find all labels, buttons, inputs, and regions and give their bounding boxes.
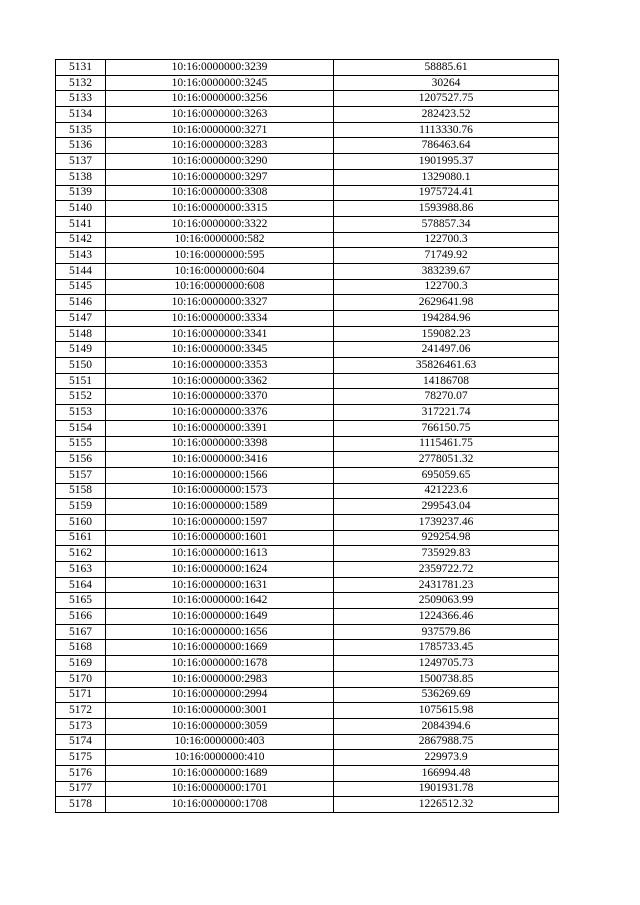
table-row [56,75,559,91]
value-cell: 695059.65 [334,467,559,483]
table-row [56,640,559,656]
value-cell: 421223.6 [334,483,559,499]
value-cell: 159082.23 [334,326,559,342]
row-number-cell: 5142 [56,232,106,248]
value-cell: 35826461.63 [334,358,559,374]
table-row [56,248,559,264]
row-number-cell: 5132 [56,75,106,91]
table-row [56,389,559,405]
table-row [56,750,559,766]
cadastral-number-cell: 10:16:0000000:1601 [106,530,334,546]
row-number-cell: 5158 [56,483,106,499]
table-row [56,358,559,374]
value-cell: 1329080.1 [334,169,559,185]
value-cell: 1975724.41 [334,185,559,201]
table-row [56,593,559,609]
table-row [56,169,559,185]
value-cell: 78270.07 [334,389,559,405]
row-number-cell: 5164 [56,577,106,593]
cadastral-number-cell: 10:16:0000000:3362 [106,373,334,389]
row-number-cell: 5156 [56,452,106,468]
value-cell: 2359722.72 [334,562,559,578]
table-row [56,703,559,719]
row-number-cell: 5149 [56,342,106,358]
cadastral-number-cell: 10:16:0000000:3297 [106,169,334,185]
table-row [56,60,559,76]
table-row [56,420,559,436]
cadastral-number-cell: 10:16:0000000:3283 [106,138,334,154]
table-row [56,797,559,813]
row-number-cell: 5153 [56,405,106,421]
table-row [56,514,559,530]
row-number-cell: 5168 [56,640,106,656]
value-cell: 71749.92 [334,248,559,264]
data-table [55,59,559,813]
row-number-cell: 5133 [56,91,106,107]
table-row [56,185,559,201]
row-number-cell: 5159 [56,499,106,515]
value-cell: 194284.96 [334,311,559,327]
cadastral-number-cell: 10:16:0000000:1597 [106,514,334,530]
value-cell: 1785733.45 [334,640,559,656]
table-row [56,91,559,107]
row-number-cell: 5141 [56,216,106,232]
cadastral-number-cell: 10:16:0000000:3271 [106,122,334,138]
cadastral-number-cell: 10:16:0000000:1678 [106,656,334,672]
table-row [56,452,559,468]
value-cell: 317221.74 [334,405,559,421]
row-number-cell: 5177 [56,781,106,797]
table-row [56,436,559,452]
row-number-cell: 5163 [56,562,106,578]
table-row [56,467,559,483]
table-row [56,765,559,781]
row-number-cell: 5150 [56,358,106,374]
cadastral-number-cell: 10:16:0000000:2994 [106,687,334,703]
row-number-cell: 5173 [56,718,106,734]
value-cell: 2629641.98 [334,295,559,311]
table-row [56,530,559,546]
cadastral-number-cell: 10:16:0000000:1589 [106,499,334,515]
row-number-cell: 5170 [56,671,106,687]
value-cell: 14186708 [334,373,559,389]
cadastral-number-cell: 10:16:0000000:3327 [106,295,334,311]
table-row [56,201,559,217]
cadastral-number-cell: 10:16:0000000:3001 [106,703,334,719]
table-row [56,499,559,515]
row-number-cell: 5167 [56,624,106,640]
row-number-cell: 5155 [56,436,106,452]
row-number-cell: 5165 [56,593,106,609]
value-cell: 766150.75 [334,420,559,436]
cadastral-number-cell: 10:16:0000000:3322 [106,216,334,232]
row-number-cell: 5161 [56,530,106,546]
value-cell: 536269.69 [334,687,559,703]
row-number-cell: 5139 [56,185,106,201]
row-number-cell: 5144 [56,263,106,279]
cadastral-number-cell: 10:16:0000000:1656 [106,624,334,640]
row-number-cell: 5143 [56,248,106,264]
value-cell: 578857.34 [334,216,559,232]
value-cell: 1249705.73 [334,656,559,672]
row-number-cell: 5169 [56,656,106,672]
table-row [56,122,559,138]
cadastral-number-cell: 10:16:0000000:1631 [106,577,334,593]
table-row [56,734,559,750]
value-cell: 122700.3 [334,279,559,295]
table-row [56,295,559,311]
value-cell: 229973.9 [334,750,559,766]
table-row [56,562,559,578]
cadastral-number-cell: 10:16:0000000:1613 [106,546,334,562]
row-number-cell: 5148 [56,326,106,342]
row-number-cell: 5134 [56,107,106,123]
value-cell: 1226512.32 [334,797,559,813]
cadastral-number-cell: 10:16:0000000:410 [106,750,334,766]
value-cell: 1739237.46 [334,514,559,530]
cadastral-number-cell: 10:16:0000000:3391 [106,420,334,436]
value-cell: 2084394.6 [334,718,559,734]
value-cell: 1207527.75 [334,91,559,107]
value-cell: 937579.86 [334,624,559,640]
cadastral-number-cell: 10:16:0000000:3398 [106,436,334,452]
cadastral-number-cell: 10:16:0000000:608 [106,279,334,295]
table-row [56,624,559,640]
value-cell: 2867988.75 [334,734,559,750]
cadastral-number-cell: 10:16:0000000:1689 [106,765,334,781]
cadastral-number-cell: 10:16:0000000:3239 [106,60,334,76]
cadastral-number-cell: 10:16:0000000:1566 [106,467,334,483]
cadastral-number-cell: 10:16:0000000:3376 [106,405,334,421]
cadastral-number-cell: 10:16:0000000:3370 [106,389,334,405]
table-row [56,216,559,232]
cadastral-number-cell: 10:16:0000000:3245 [106,75,334,91]
table-row [56,373,559,389]
cadastral-number-cell: 10:16:0000000:403 [106,734,334,750]
row-number-cell: 5176 [56,765,106,781]
table-row [56,483,559,499]
row-number-cell: 5147 [56,311,106,327]
cadastral-number-cell: 10:16:0000000:604 [106,263,334,279]
value-cell: 1115461.75 [334,436,559,452]
cadastral-number-cell: 10:16:0000000:1649 [106,609,334,625]
table-row [56,687,559,703]
table-row [56,279,559,295]
table-row [56,263,559,279]
table-row [56,577,559,593]
row-number-cell: 5145 [56,279,106,295]
value-cell: 1593988.86 [334,201,559,217]
value-cell: 2778051.32 [334,452,559,468]
cadastral-number-cell: 10:16:0000000:3263 [106,107,334,123]
row-number-cell: 5175 [56,750,106,766]
value-cell: 1500738.85 [334,671,559,687]
table-row [56,342,559,358]
table-row [56,546,559,562]
cadastral-number-cell: 10:16:0000000:582 [106,232,334,248]
value-cell: 58885.61 [334,60,559,76]
table-row [56,107,559,123]
table-row [56,311,559,327]
table-row [56,781,559,797]
cadastral-number-cell: 10:16:0000000:3308 [106,185,334,201]
row-number-cell: 5162 [56,546,106,562]
value-cell: 1224366.46 [334,609,559,625]
value-cell: 241497.06 [334,342,559,358]
value-cell: 786463.64 [334,138,559,154]
cadastral-number-cell: 10:16:0000000:3341 [106,326,334,342]
row-number-cell: 5174 [56,734,106,750]
cadastral-number-cell: 10:16:0000000:1624 [106,562,334,578]
table-row [56,405,559,421]
row-number-cell: 5157 [56,467,106,483]
cadastral-number-cell: 10:16:0000000:3290 [106,154,334,170]
cadastral-number-cell: 10:16:0000000:3353 [106,358,334,374]
cadastral-number-cell: 10:16:0000000:595 [106,248,334,264]
table-body [56,60,559,813]
row-number-cell: 5152 [56,389,106,405]
cadastral-number-cell: 10:16:0000000:3334 [106,311,334,327]
table-row [56,609,559,625]
table-row [56,232,559,248]
row-number-cell: 5154 [56,420,106,436]
cadastral-number-cell: 10:16:0000000:3256 [106,91,334,107]
value-cell: 166994.48 [334,765,559,781]
row-number-cell: 5131 [56,60,106,76]
value-cell: 1075615.98 [334,703,559,719]
row-number-cell: 5172 [56,703,106,719]
value-cell: 735929.83 [334,546,559,562]
cadastral-number-cell: 10:16:0000000:3059 [106,718,334,734]
value-cell: 1901931.78 [334,781,559,797]
table-row [56,138,559,154]
value-cell: 1901995.37 [334,154,559,170]
table-row [56,718,559,734]
cadastral-number-cell: 10:16:0000000:1642 [106,593,334,609]
value-cell: 1113330.76 [334,122,559,138]
value-cell: 929254.98 [334,530,559,546]
table-row [56,326,559,342]
value-cell: 30264 [334,75,559,91]
cadastral-number-cell: 10:16:0000000:1669 [106,640,334,656]
table-row [56,154,559,170]
row-number-cell: 5137 [56,154,106,170]
table-row [56,656,559,672]
cadastral-number-cell: 10:16:0000000:1573 [106,483,334,499]
row-number-cell: 5136 [56,138,106,154]
row-number-cell: 5171 [56,687,106,703]
cadastral-number-cell: 10:16:0000000:3315 [106,201,334,217]
cadastral-number-cell: 10:16:0000000:2983 [106,671,334,687]
row-number-cell: 5178 [56,797,106,813]
value-cell: 282423.52 [334,107,559,123]
value-cell: 122700.3 [334,232,559,248]
row-number-cell: 5138 [56,169,106,185]
table-row [56,671,559,687]
row-number-cell: 5166 [56,609,106,625]
value-cell: 383239.67 [334,263,559,279]
cadastral-number-cell: 10:16:0000000:1701 [106,781,334,797]
row-number-cell: 5160 [56,514,106,530]
row-number-cell: 5146 [56,295,106,311]
row-number-cell: 5151 [56,373,106,389]
row-number-cell: 5135 [56,122,106,138]
cadastral-number-cell: 10:16:0000000:3416 [106,452,334,468]
value-cell: 2509063.99 [334,593,559,609]
cadastral-number-cell: 10:16:0000000:3345 [106,342,334,358]
value-cell: 299543.04 [334,499,559,515]
value-cell: 2431781.23 [334,577,559,593]
row-number-cell: 5140 [56,201,106,217]
cadastral-number-cell: 10:16:0000000:1708 [106,797,334,813]
